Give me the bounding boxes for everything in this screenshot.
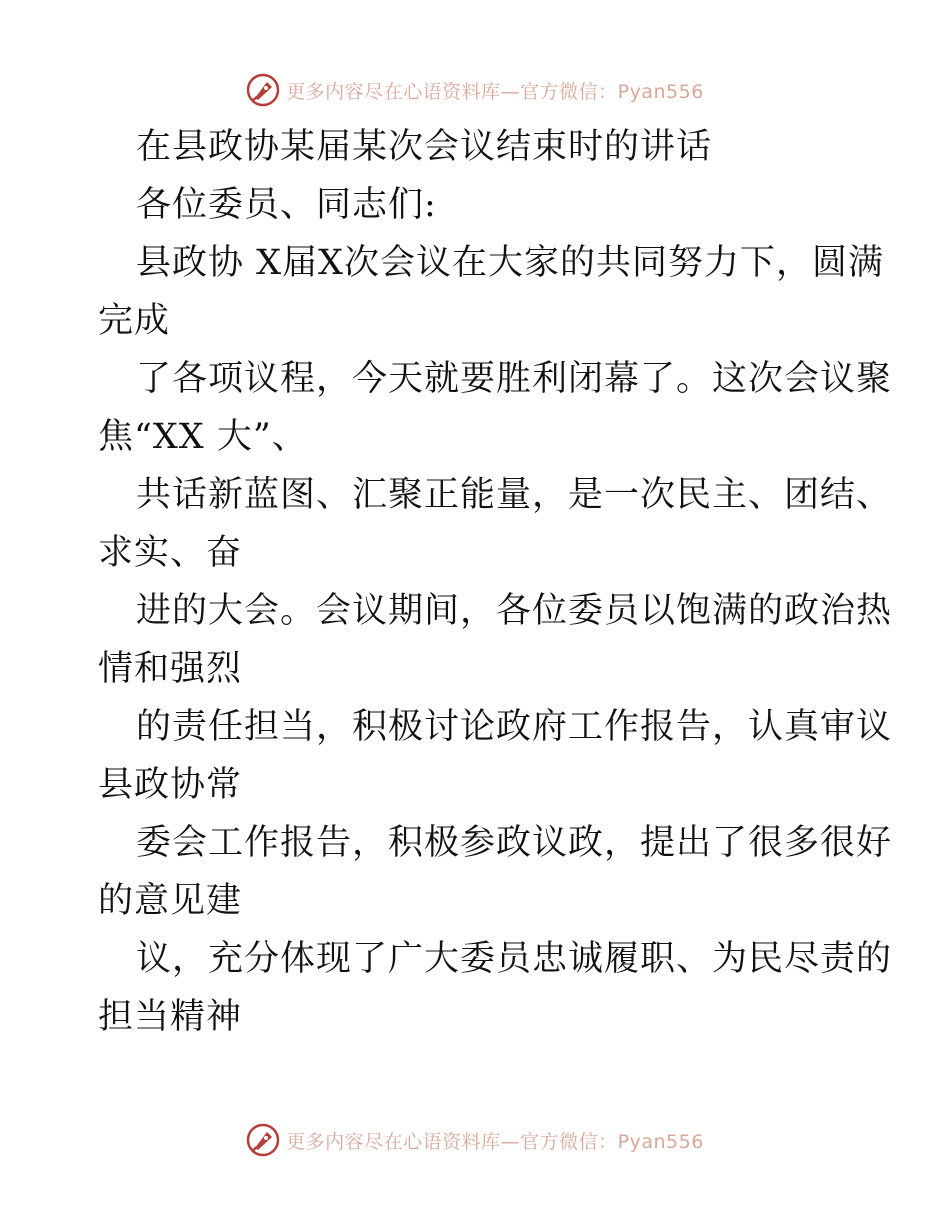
paragraph-line: 的责任担当，积极讨论政府工作报告，认真审议 xyxy=(136,707,893,747)
salutation: 各位委员、同志们: xyxy=(136,185,437,225)
paragraph-line-wrap: 完成 xyxy=(98,301,171,341)
header-banner xyxy=(0,70,950,110)
paragraph-line: 议，充分体现了广大委员忠诚履职、为民尽责的 xyxy=(136,939,893,979)
document-title: 在县政协某届某次会议结束时的讲话 xyxy=(136,127,713,167)
paragraph-line-wrap: 县政协常 xyxy=(98,765,243,805)
header-banner-text: 更多内容尽在心语资料库—官方微信：Pyan556 xyxy=(286,80,704,103)
paragraph-line-wrap: 情和强烈 xyxy=(98,649,243,689)
document-body xyxy=(98,118,893,1046)
paragraph-line: 共话新蓝图、汇聚正能量，是一次民主、团结、 xyxy=(136,475,893,515)
footer-banner-text: 更多内容尽在心语资料库—官方微信：Pyan556 xyxy=(286,1130,704,1153)
paragraph-line: 委会工作报告，积极参政议政，提出了很多很好 xyxy=(136,823,893,863)
paragraph-line-wrap: 焦“XX 大”、 xyxy=(98,417,308,457)
paragraph-line: 了各项议程，今天就要胜利闭幕了。这次会议聚 xyxy=(136,359,893,399)
paragraph-line-wrap: 担当精神 xyxy=(98,997,243,1037)
paragraph-line-wrap: 求实、奋 xyxy=(98,533,243,573)
paragraph-line: 县政协 X届X次会议在大家的共同努力下，圆满 xyxy=(136,243,884,283)
paragraph-line-wrap: 的意见建 xyxy=(98,881,243,921)
pen-nib-logo-icon xyxy=(246,73,280,107)
pen-nib-logo-icon xyxy=(246,1123,280,1157)
paragraph-line: 进的大会。会议期间，各位委员以饱满的政治热 xyxy=(136,591,893,631)
footer-banner xyxy=(0,1120,950,1160)
